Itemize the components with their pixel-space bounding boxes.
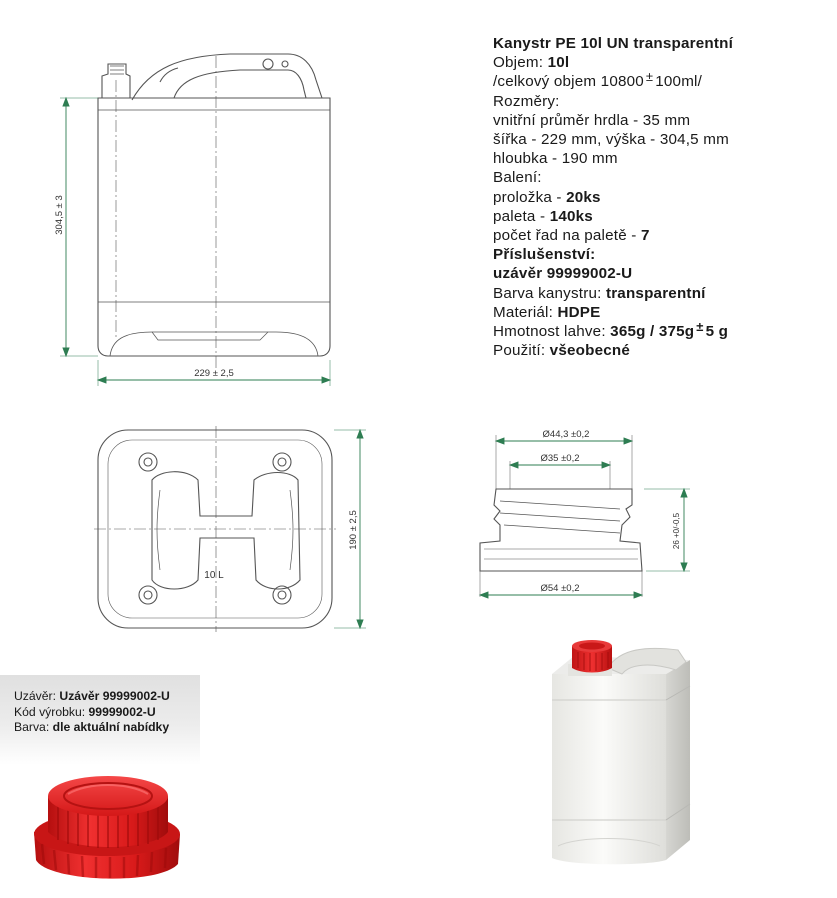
product-title: Kanystr PE 10l UN transparentní: [493, 35, 733, 52]
baleni-label: Balení:: [493, 169, 542, 187]
canister-image: [538, 640, 718, 890]
celkovy-objem-line: /celkový objem 10800 ± 100ml/: [493, 69, 703, 91]
rozmery-label: Rozměry:: [493, 92, 560, 110]
neck-height-dimension: 26 +0/-0,5: [672, 512, 681, 550]
top-view-drawing: [90, 420, 380, 635]
sirka-line: šířka - 229 mm, výška - 304,5 mm: [493, 131, 729, 149]
hmotnost-line: Hmotnost lahve: 365g / 375g ± 5 g: [493, 319, 729, 341]
pouziti-line: Použití: všeobecné: [493, 342, 630, 360]
prolozka-line: proložka - 20ks: [493, 188, 601, 206]
neck-detail-drawing: [470, 425, 700, 605]
rad-line: počet řad na paletě - 7: [493, 227, 650, 245]
neck-outer-dimension: Ø44,3 ±0,2: [542, 429, 590, 440]
cap-barva-line: Barva: dle aktuální nabídky: [14, 720, 170, 735]
product-specification: [493, 34, 823, 360]
width-dimension-label: 229 ± 2,5: [194, 368, 234, 379]
paleta-line: paleta - 140ks: [493, 207, 593, 225]
material-line: Materiál: HDPE: [493, 303, 601, 321]
hloubka-line: hloubka - 190 mm: [493, 150, 618, 168]
front-view-drawing: [40, 40, 370, 400]
volume-mark: 10 L: [204, 570, 224, 581]
red-cap-image: [28, 760, 188, 890]
height-dimension-label: 304,5 ± 3: [54, 195, 65, 235]
objem-line: Objem: 10l: [493, 54, 570, 72]
prislusenstvi-label: Příslušenství:: [493, 246, 596, 264]
cap-uzaver-line: Uzávěr: Uzávěr 99999002-U: [14, 689, 170, 703]
hrdlo-line: vnitřní průměr hrdla - 35 mm: [493, 111, 691, 129]
uzaver-line: uzávěr 99999002-U: [493, 265, 633, 283]
depth-dimension-label: 190 ± 2,5: [348, 510, 359, 550]
neck-base-dimension: Ø54 ±0,2: [540, 583, 580, 594]
cap-info: [14, 689, 170, 736]
neck-inner-dimension: Ø35 ±0,2: [540, 453, 580, 464]
barva-line: Barva kanystru: transparentní: [493, 284, 706, 302]
cap-kod-line: Kód výrobku: 99999002-U: [14, 704, 156, 719]
